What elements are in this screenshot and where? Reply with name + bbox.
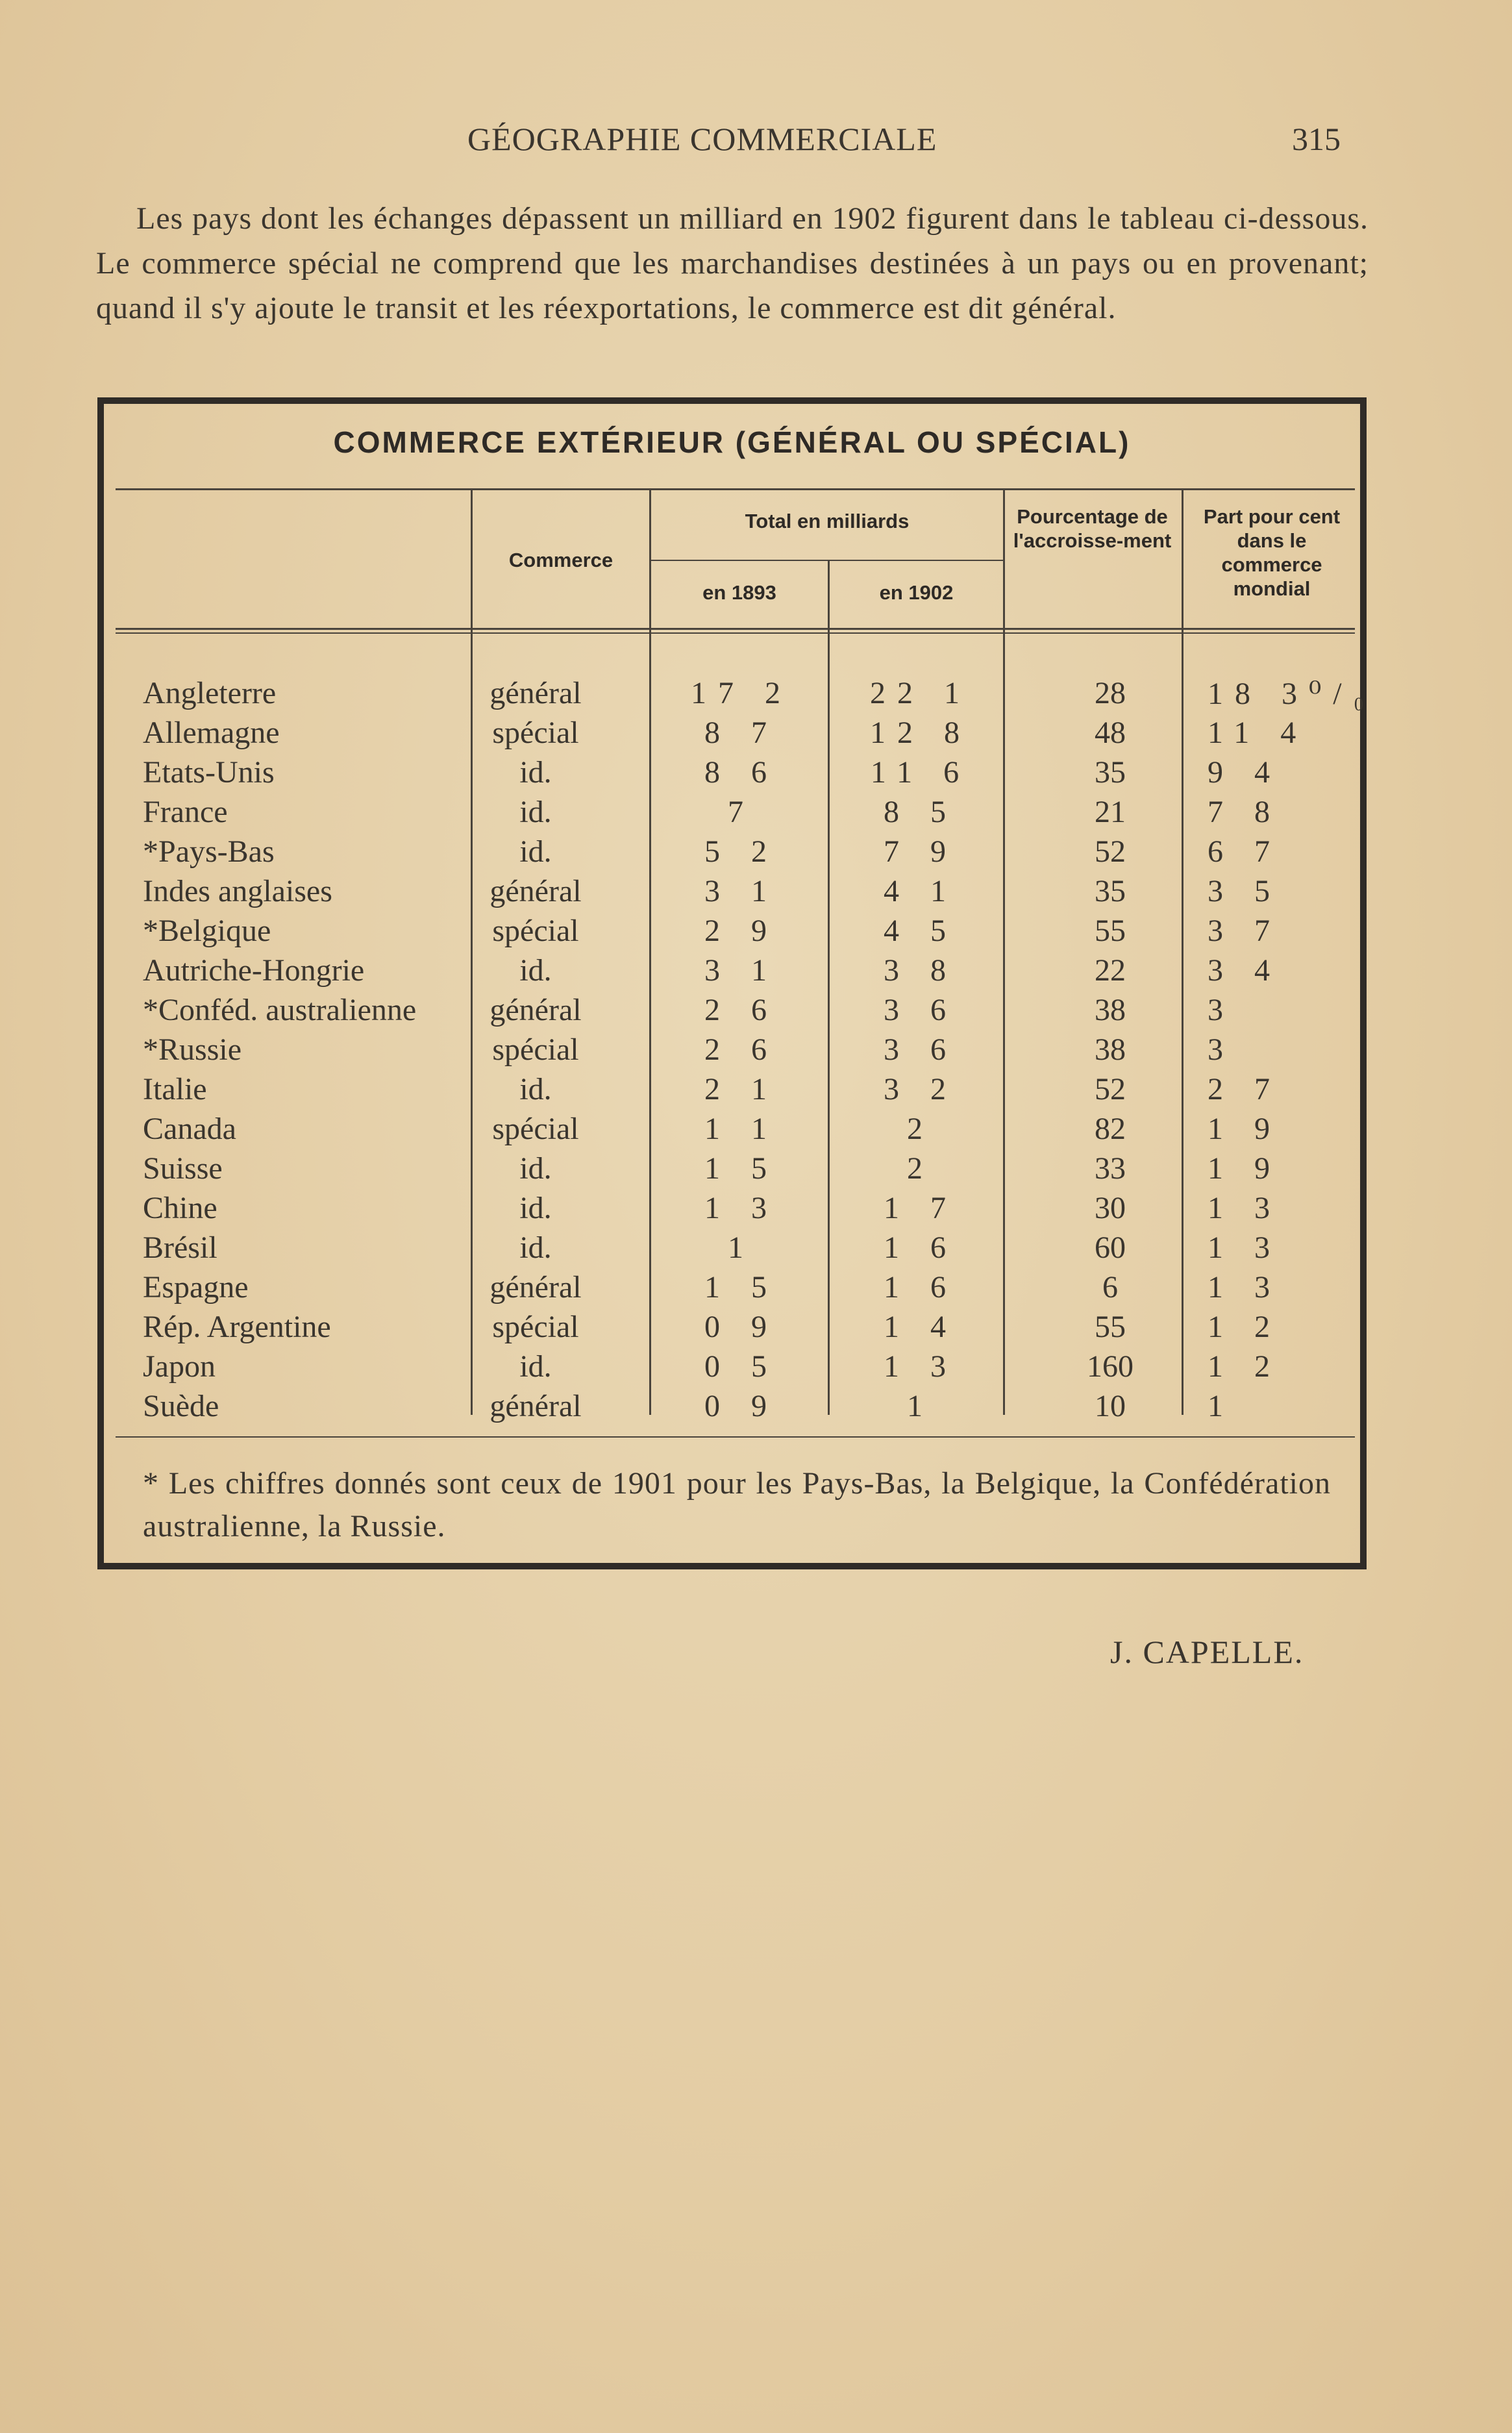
country-cell: Suède — [143, 1389, 219, 1423]
table-row — [104, 715, 1360, 755]
commerce-cell: général — [490, 874, 582, 908]
growth-cell: 38 — [1095, 1032, 1126, 1067]
country-cell: Angleterre — [143, 676, 277, 710]
growth-cell: 35 — [1095, 874, 1126, 908]
share-cell: 11 4 — [1208, 716, 1308, 750]
commerce-cell: id. — [519, 1349, 552, 1384]
header-top-rule — [116, 488, 1355, 490]
header-bottom-rule-2 — [116, 632, 1355, 634]
header-growth: Pourcentage de l'accroisse-ment — [1013, 505, 1172, 552]
value-1902-cell: 4 5 — [884, 914, 958, 948]
growth-cell: 22 — [1095, 953, 1126, 988]
header-share: Part pour cent dans le commerce mondial — [1203, 505, 1341, 600]
value-1902-cell: 3 6 — [884, 993, 958, 1027]
commerce-cell: spécial — [492, 914, 579, 948]
table-row — [104, 1269, 1360, 1309]
country-cell: Espagne — [143, 1270, 249, 1304]
value-1893-cell: 8 7 — [704, 716, 778, 750]
value-1902-cell: 2 — [907, 1151, 934, 1186]
growth-cell: 28 — [1095, 676, 1126, 710]
commerce-cell: id. — [519, 795, 552, 829]
value-1893-cell: 8 6 — [704, 755, 778, 790]
share-cell: 1 9 — [1208, 1112, 1282, 1146]
table-row — [104, 992, 1360, 1032]
value-1902-cell: 1 — [907, 1389, 934, 1423]
country-cell: Etats-Unis — [143, 755, 275, 790]
table-row — [104, 1190, 1360, 1230]
value-1893-cell: 1 5 — [704, 1270, 778, 1304]
country-cell: Rép. Argentine — [143, 1310, 331, 1344]
value-1893-cell: 5 2 — [704, 834, 778, 869]
share-cell: 1 2 — [1208, 1310, 1282, 1344]
header-1893: en 1893 — [702, 581, 776, 604]
growth-cell: 33 — [1095, 1151, 1126, 1186]
commerce-cell: id. — [519, 1072, 552, 1106]
table-title: COMMERCE EXTÉRIEUR (GÉNÉRAL OU SPÉCIAL) — [333, 425, 1131, 459]
country-cell: Chine — [143, 1191, 217, 1225]
share-cell: 3 — [1208, 993, 1235, 1027]
value-1902-cell: 4 1 — [884, 874, 958, 908]
commerce-cell: spécial — [492, 1032, 579, 1067]
value-1893-cell: 0 9 — [704, 1310, 778, 1344]
header-1902: en 1902 — [879, 581, 954, 604]
value-1902-cell: 8 5 — [884, 795, 958, 829]
country-cell: Allemagne — [143, 716, 280, 750]
value-1893-cell: 2 6 — [704, 1032, 778, 1067]
table-row — [104, 1388, 1360, 1428]
header-total: Total en milliards — [745, 510, 910, 532]
table-row — [104, 953, 1360, 992]
value-1893-cell: 1 5 — [704, 1151, 778, 1186]
value-1893-cell: 1 — [728, 1230, 755, 1265]
share-cell: 1 2 — [1208, 1349, 1282, 1384]
table-row — [104, 1349, 1360, 1388]
value-1902-cell: 1 3 — [884, 1349, 958, 1384]
value-1902-cell: 22 1 — [870, 676, 971, 710]
value-1902-cell: 3 2 — [884, 1072, 958, 1106]
commerce-cell: id. — [519, 1191, 552, 1225]
value-1902-cell: 1 6 — [884, 1230, 958, 1265]
growth-cell: 82 — [1095, 1112, 1126, 1146]
country-cell: *Belgique — [143, 914, 271, 948]
value-1893-cell: 2 6 — [704, 993, 778, 1027]
country-cell: Japon — [143, 1349, 216, 1384]
commerce-cell: spécial — [492, 716, 579, 750]
commerce-cell: général — [490, 676, 582, 710]
growth-cell: 6 — [1102, 1270, 1118, 1304]
subheader-rule — [651, 560, 1003, 561]
value-1893-cell: 7 — [728, 795, 755, 829]
share-cell: 3 5 — [1208, 874, 1282, 908]
growth-cell: 21 — [1095, 795, 1126, 829]
table-row — [104, 1071, 1360, 1111]
country-cell: Suisse — [143, 1151, 223, 1186]
country-cell: France — [143, 795, 228, 829]
commerce-cell: spécial — [492, 1112, 579, 1146]
commerce-table — [97, 397, 1376, 1569]
page-number: 315 — [1292, 121, 1341, 157]
value-1893-cell: 3 1 — [704, 874, 778, 908]
value-1893-cell: 1 1 — [704, 1112, 778, 1146]
table-row — [104, 1309, 1360, 1349]
table-row — [104, 834, 1360, 873]
country-cell: Indes anglaises — [143, 874, 332, 908]
value-1902-cell: 3 8 — [884, 953, 958, 988]
commerce-cell: id. — [519, 834, 552, 869]
country-cell: *Conféd. australienne — [143, 993, 417, 1027]
header-commerce: Commerce — [508, 549, 613, 571]
growth-cell: 60 — [1095, 1230, 1126, 1265]
growth-cell: 160 — [1087, 1349, 1134, 1384]
country-cell: Italie — [143, 1072, 207, 1106]
value-1893-cell: 17 2 — [691, 676, 792, 710]
country-cell: *Russie — [143, 1032, 242, 1067]
table-row — [104, 873, 1360, 913]
country-cell: *Pays-Bas — [143, 834, 275, 869]
growth-cell: 10 — [1095, 1389, 1126, 1423]
growth-cell: 30 — [1095, 1191, 1126, 1225]
value-1893-cell: 1 3 — [704, 1191, 778, 1225]
value-1902-cell: 1 4 — [884, 1310, 958, 1344]
growth-cell: 55 — [1095, 1310, 1126, 1344]
table-row — [104, 1032, 1360, 1071]
commerce-cell: général — [490, 1389, 582, 1423]
commerce-cell: spécial — [492, 1310, 579, 1344]
share-cell: 7 8 — [1208, 795, 1282, 829]
country-cell: Canada — [143, 1112, 236, 1146]
table-bottom-rule — [116, 1436, 1355, 1438]
intro-paragraph: Les pays dont les échanges dépassent un milliard en 1902 figurent dans le tableau ci-dessous. Le commerce spécial ne comprend que les marchandises destinées à un pays ou en provenant; quand il s'y ajoute le transit et les réexportations, le commerce est dit général. — [96, 201, 1369, 325]
share-cell: 1 3 — [1208, 1191, 1282, 1225]
country-cell: Brésil — [143, 1230, 217, 1265]
commerce-cell: général — [490, 993, 582, 1027]
share-cell: 6 7 — [1208, 834, 1282, 869]
table-row — [104, 675, 1376, 715]
growth-cell: 48 — [1095, 716, 1126, 750]
commerce-cell: général — [490, 1270, 582, 1304]
value-1902-cell: 7 9 — [884, 834, 958, 869]
value-1893-cell: 2 1 — [704, 1072, 778, 1106]
table-row — [104, 1151, 1360, 1190]
commerce-cell: id. — [519, 953, 552, 988]
value-1902-cell: 3 6 — [884, 1032, 958, 1067]
running-head — [0, 120, 1512, 159]
value-1893-cell: 0 9 — [704, 1389, 778, 1423]
share-cell: 9 4 — [1208, 755, 1282, 790]
value-1893-cell: 3 1 — [704, 953, 778, 988]
share-cell: 3 7 — [1208, 914, 1282, 948]
growth-cell: 55 — [1095, 914, 1126, 948]
commerce-cell: id. — [519, 1151, 552, 1186]
share-cell: 3 — [1208, 1032, 1235, 1067]
value-1902-cell: 2 — [907, 1112, 934, 1146]
share-cell: 2 7 — [1208, 1072, 1282, 1106]
commerce-cell: id. — [519, 755, 552, 790]
header-bottom-rule — [116, 628, 1355, 630]
value-1893-cell: 2 9 — [704, 914, 778, 948]
share-cell: 1 3 — [1208, 1270, 1282, 1304]
growth-cell: 52 — [1095, 834, 1126, 869]
share-cell: 18 3⁰/₀ — [1208, 677, 1376, 711]
value-1902-cell: 12 8 — [870, 716, 971, 750]
growth-cell: 52 — [1095, 1072, 1126, 1106]
value-1902-cell: 11 6 — [870, 755, 971, 790]
value-1902-cell: 1 7 — [884, 1191, 958, 1225]
footnote: * Les chiffres donnés sont ceux de 1901 pour les Pays-Bas, la Belgique, la Confédération australienne, la Russie. — [143, 1466, 1331, 1543]
table-row — [104, 1111, 1360, 1151]
signature: J. CAPELLE. — [1110, 1634, 1304, 1670]
commerce-cell: id. — [519, 1230, 552, 1265]
country-cell: Autriche-Hongrie — [143, 953, 365, 988]
value-1893-cell: 0 5 — [704, 1349, 778, 1384]
share-cell: 1 3 — [1208, 1230, 1282, 1265]
share-cell: 1 9 — [1208, 1151, 1282, 1186]
table-row — [104, 794, 1360, 834]
table-row — [104, 913, 1360, 953]
table-row — [104, 1230, 1360, 1269]
table-row — [104, 755, 1360, 794]
share-cell: 1 — [1208, 1389, 1235, 1423]
growth-cell: 35 — [1095, 755, 1126, 790]
value-1902-cell: 1 6 — [884, 1270, 958, 1304]
running-title: GÉOGRAPHIE COMMERCIALE — [467, 121, 937, 157]
growth-cell: 38 — [1095, 993, 1126, 1027]
share-cell: 3 4 — [1208, 953, 1282, 988]
